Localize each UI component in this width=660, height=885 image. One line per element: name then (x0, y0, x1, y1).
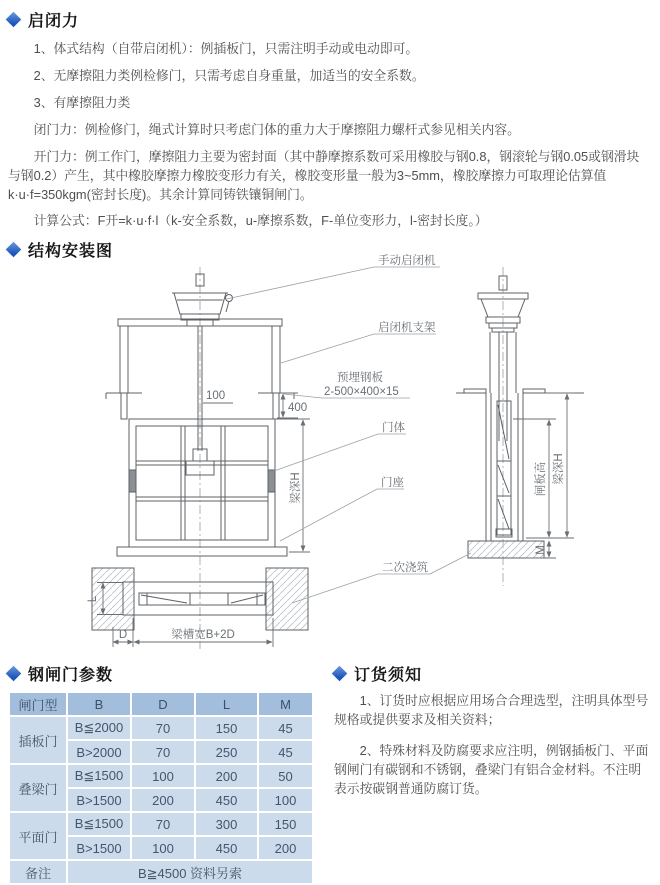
ordering-section (320, 660, 652, 885)
gate-sill (117, 547, 287, 556)
table-row (9, 716, 313, 740)
header-cell: B (67, 692, 131, 716)
dim-beam-depth-front: 梁深H (290, 472, 302, 504)
dimension-lines (97, 393, 574, 647)
gate-parameters-table (8, 691, 314, 885)
cell: 70 (131, 812, 195, 836)
header-cell: D (131, 692, 195, 716)
cell: 100 (131, 764, 195, 788)
paragraph: 闭门力：例检修门，绳式计算时只考虑门体的重力大于摩擦阻力螺杆式参见相关内容。 (33, 122, 520, 137)
section-title-text: 订货须知 (354, 667, 423, 684)
cell: 45 (258, 716, 313, 740)
section-diagram-title (8, 238, 652, 261)
cell: 200 (131, 788, 195, 812)
dim-groove-width: 梁槽宽B+2D (171, 629, 235, 641)
section-title-text: 启闭力 (28, 13, 80, 30)
bracket-leg-right (272, 326, 280, 393)
dim-beam-depth-side: 梁深H (553, 453, 565, 485)
cell: 250 (195, 740, 258, 764)
cell: 50 (258, 764, 313, 788)
header-cell: L (195, 692, 258, 716)
section-parameters-title (8, 662, 320, 685)
bracket-leg-left (120, 326, 128, 393)
label-gate-body: 门体 (382, 422, 405, 434)
label-embedded-plate-size: 2-500×400×15 (324, 386, 399, 398)
cell: B>1500 (67, 788, 131, 812)
table-note-row (9, 860, 313, 884)
parameters-section (8, 660, 320, 885)
cell: 100 (131, 836, 195, 860)
table-row (9, 764, 313, 788)
installation-diagram (0, 255, 660, 658)
paragraph: 1、体式结构（自带启闭机）：例插板门，只需注明手动或电动即可。 (33, 41, 419, 56)
section-opening-force-title (8, 8, 652, 31)
cell: 45 (258, 740, 313, 764)
embedded-plate-left (464, 389, 486, 393)
cell: B>2000 (67, 740, 131, 764)
concrete-pier-right (266, 568, 308, 630)
cell: 450 (195, 836, 258, 860)
centerlines (200, 267, 503, 649)
paragraph: 计算公式：F开=k·u·f·l（k-安全系数，u-摩擦系数，F-单位变形力，l-密封长度。） (33, 213, 488, 228)
cell: 70 (131, 716, 195, 740)
diamond-icon (6, 666, 22, 682)
section-title-text: 钢闸门参数 (28, 667, 114, 684)
side-view (456, 276, 584, 558)
cell: 200 (258, 836, 313, 860)
cell: 300 (195, 812, 258, 836)
header-cell: M (258, 692, 313, 716)
paragraph: 3、有摩擦阻力类 (33, 95, 131, 110)
cell: 200 (195, 764, 258, 788)
cell: 150 (195, 716, 258, 740)
gate-type-cell: 插板门 (9, 716, 67, 764)
diamond-icon (332, 666, 348, 682)
cell: 150 (258, 812, 313, 836)
dim-400: 400 (288, 402, 308, 414)
table-row (9, 812, 313, 836)
dim-l: L (87, 595, 99, 603)
cell: B≦1500 (67, 812, 131, 836)
dim-m: M (535, 545, 547, 555)
cell: B≦2000 (67, 716, 131, 740)
paragraph: 1、订货时应根据应用场合合理选型，注明具体型号规格或提供要求及相关资料； (334, 693, 649, 727)
note-label-cell: 备注 (9, 860, 67, 884)
cell: 100 (258, 788, 313, 812)
dim-100: 100 (206, 390, 226, 402)
label-embedded-plate: 预埋钢板 (337, 372, 383, 384)
label-gate-seat: 门座 (381, 477, 404, 489)
label-secondary-pour: 二次浇筑 (382, 562, 428, 574)
diamond-icon (6, 12, 22, 28)
cell: B≦1500 (67, 764, 131, 788)
cell: B>1500 (67, 836, 131, 860)
embedded-plate-right (523, 389, 545, 393)
header-cell: 闸门型 (9, 692, 67, 716)
diagram-labels (87, 253, 565, 641)
table-header-row (9, 692, 313, 716)
leader-lines (222, 267, 471, 603)
side-clip-right (268, 470, 275, 492)
cell: 450 (195, 788, 258, 812)
gate-installation-drawing (0, 255, 660, 653)
base-slab (468, 541, 544, 558)
dim-d: D (118, 629, 128, 641)
paragraph: 开门力：例工作门，摩擦阻力主要为密封面（其中静摩擦系数可采用橡胶与钢0.8，钢滚轮与钢0.05或钢滑块与钢0.2）产生，其中橡胶摩擦力橡胶变形力有关，橡胶变形量一般为3~5mm，橡胶摩擦力可取理论估算值k·u·f=350kgm(密封长度)。其余计算同铸铁镶铜闸门。 (8, 149, 640, 202)
paragraph: 2、特殊材料及防腐要求应注明，例钢插板门、平面钢闸门有碳钢和不锈钢，叠梁门有铝合金材料。不注明表示按碳钢普通防腐订货。 (334, 743, 649, 796)
cell: 70 (131, 740, 195, 764)
label-manual-hoist: 手动启闭机 (378, 255, 436, 267)
paragraph: 2、无摩擦阻力类例检修门，只需考虑自身重量，加适当的安全系数。 (33, 68, 425, 83)
dim-gate-plate-height: 闸板高 (535, 461, 547, 497)
note-value-cell: B≧4500 资料另索 (67, 860, 313, 884)
diamond-icon (6, 242, 22, 258)
label-hoist-bracket: 启闭机支架 (378, 322, 436, 334)
side-clip-left (129, 470, 136, 492)
gate-type-cell: 叠梁门 (9, 764, 67, 812)
section-ordering-title (334, 662, 652, 685)
section-title-text: 结构安装图 (28, 243, 114, 260)
bottom-sections (8, 660, 652, 885)
gate-type-cell: 平面门 (9, 812, 67, 860)
